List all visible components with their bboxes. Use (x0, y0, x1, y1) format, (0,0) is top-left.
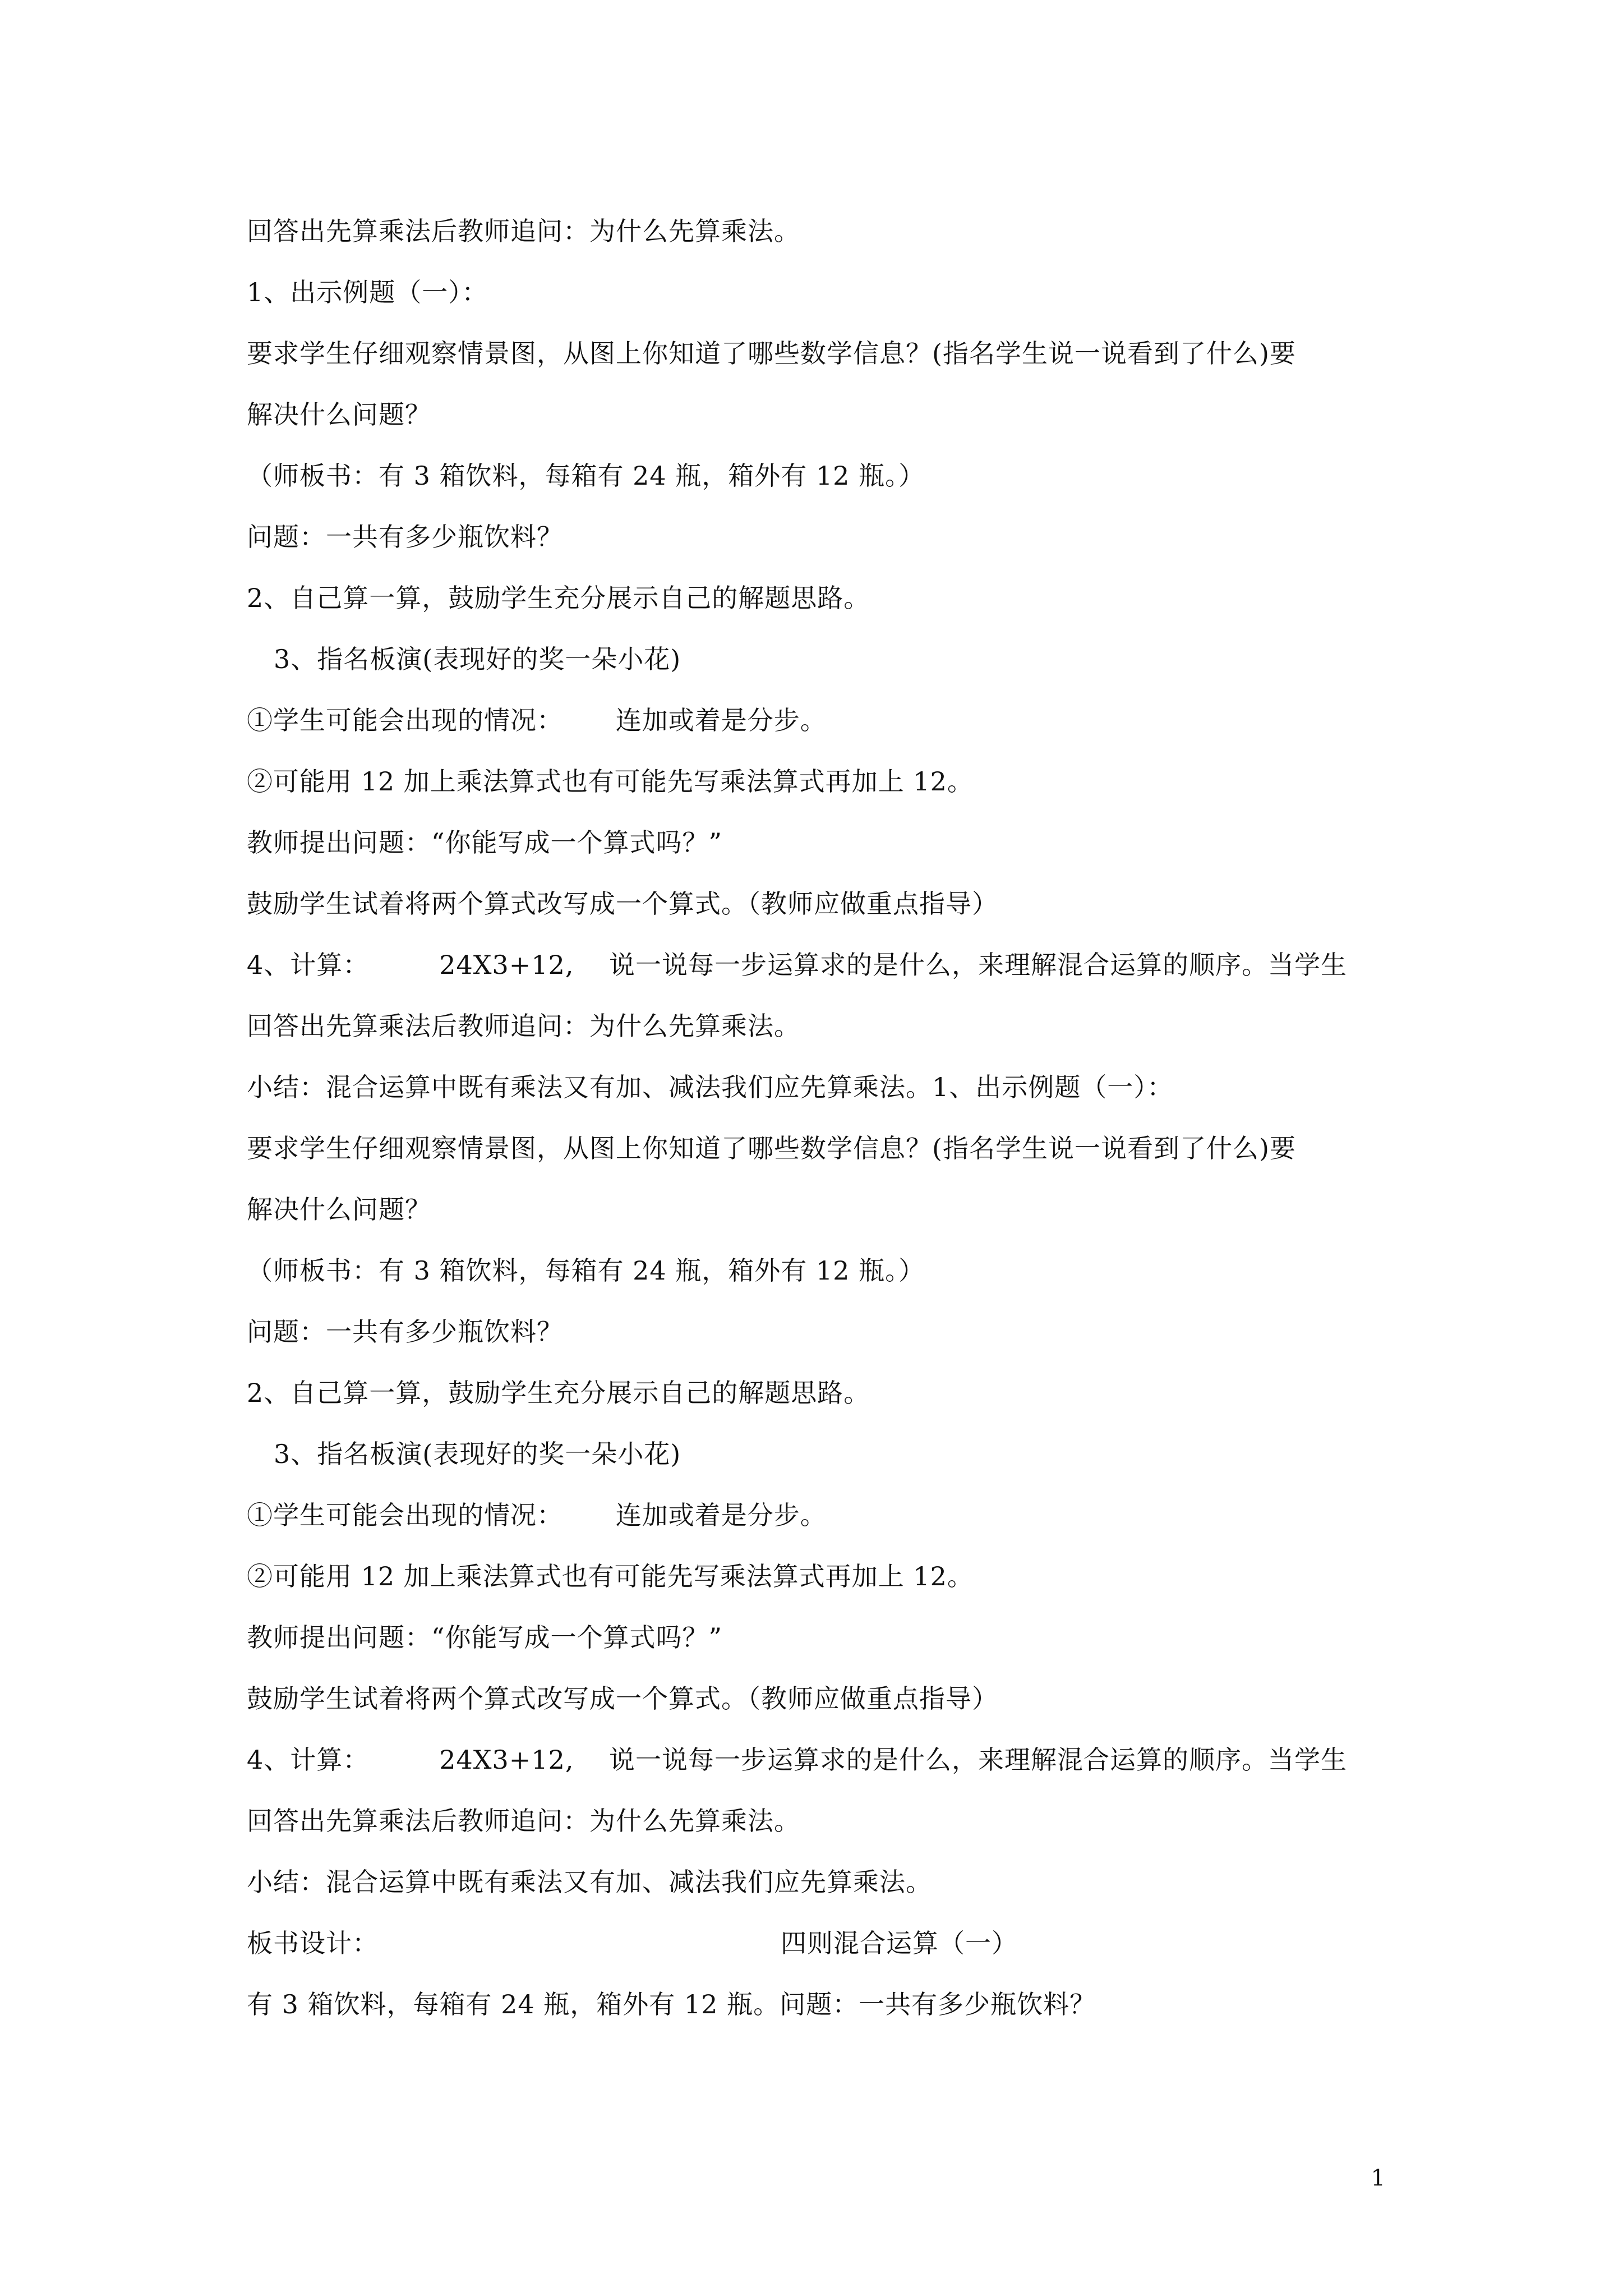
text-line: 教师提出问题：“你能写成一个算式吗？” (247, 827, 723, 858)
text-line: ①学生可能会出现的情况： 连加或着是分步。 (247, 705, 827, 735)
text-line: ②可能用 12 加上乘法算式也有可能先写乘法算式再加上 12。 (247, 1561, 974, 1591)
text-line: ②可能用 12 加上乘法算式也有可能先写乘法算式再加上 12。 (247, 766, 974, 797)
text-line: 3、指名板演(表现好的奖一朵小花) (274, 644, 681, 674)
text-line: 鼓励学生试着将两个算式改写成一个算式。（教师应做重点指导） (247, 1683, 998, 1714)
text-line: （师板书：有 3 箱饮料，每箱有 24 瓶，箱外有 12 瓶。） (247, 461, 925, 491)
text-line: 回答出先算乘法后教师追问：为什么先算乘法。 (247, 1806, 800, 1836)
text-line: 问题：一共有多少瓶饮料？ (247, 522, 563, 552)
board-design-label: 板书设计： (247, 1928, 379, 1958)
text-line: （师板书：有 3 箱饮料，每箱有 24 瓶，箱外有 12 瓶。） (247, 1255, 925, 1286)
board-title: 四则混合运算（一） (781, 1928, 1018, 1958)
text-line: 问题：一共有多少瓶饮料？ (247, 1317, 563, 1347)
text-line: 回答出先算乘法后教师追问：为什么先算乘法。 (247, 216, 800, 246)
text-line: 要求学生仔细观察情景图，从图上你知道了哪些数学信息？(指名学生说一说看到了什么)要 (247, 1133, 1296, 1163)
text-line: ①学生可能会出现的情况： 连加或着是分步。 (247, 1500, 827, 1530)
page-number: 1 (1371, 2165, 1385, 2191)
text-line: 小结：混合运算中既有乘法又有加、减法我们应先算乘法。1、出示例题（一）： (247, 1072, 1174, 1102)
text-line: 要求学生仔细观察情景图，从图上你知道了哪些数学信息？(指名学生说一说看到了什么)要 (247, 338, 1296, 369)
text-line: 2、自己算一算，鼓励学生充分展示自己的解题思路。 (247, 1378, 870, 1408)
text-line: 解决什么问题？ (247, 399, 431, 430)
text-line: 回答出先算乘法后教师追问：为什么先算乘法。 (247, 1011, 800, 1041)
text-line: 解决什么问题？ (247, 1194, 431, 1225)
text-line: 4、计算： 24X3+12, 说一说每一步运算求的是什么，来理解混合运算的顺序。当学生 (247, 950, 1347, 980)
text-line: 鼓励学生试着将两个算式改写成一个算式。（教师应做重点指导） (247, 889, 998, 919)
text-line: 4、计算： 24X3+12, 说一说每一步运算求的是什么，来理解混合运算的顺序。当学生 (247, 1745, 1347, 1775)
text-line: 3、指名板演(表现好的奖一朵小花) (274, 1439, 681, 1469)
text-line: 1、出示例题（一）： (247, 277, 488, 307)
text-line: 小结：混合运算中既有乘法又有加、减法我们应先算乘法。 (247, 1867, 932, 1897)
text-line: 2、自己算一算，鼓励学生充分展示自己的解题思路。 (247, 583, 870, 613)
text-line: 有 3 箱饮料，每箱有 24 瓶，箱外有 12 瓶。问题：一共有多少瓶饮料？ (247, 1989, 1096, 2019)
text-line: 教师提出问题：“你能写成一个算式吗？” (247, 1622, 723, 1653)
